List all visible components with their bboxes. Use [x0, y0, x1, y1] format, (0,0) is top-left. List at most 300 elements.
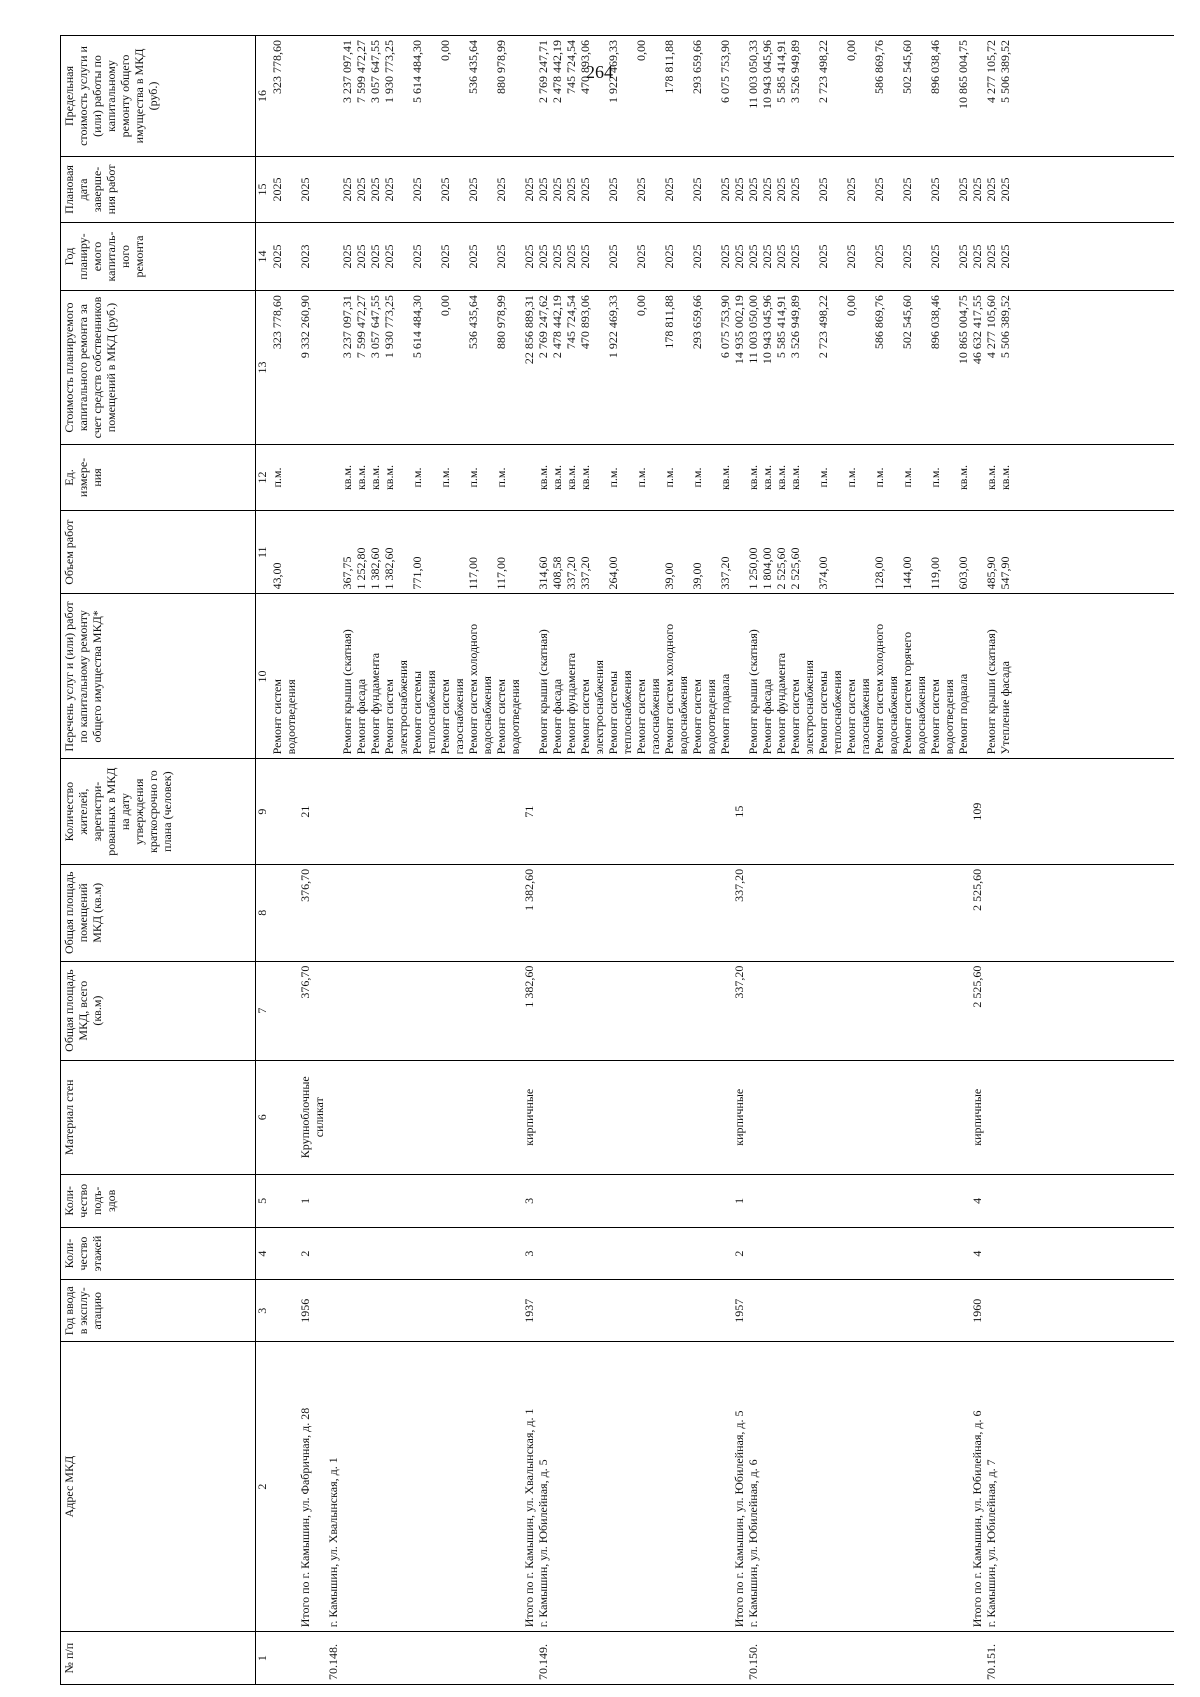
- table-cell-line: [998, 1636, 1012, 1680]
- table-cell-line: [872, 1636, 886, 1680]
- table-cell-line: [312, 966, 326, 1056]
- column-number: 15: [256, 156, 270, 222]
- table-cell-line: [270, 763, 284, 860]
- table-cell-line: 6 075 753,90: [718, 295, 732, 359]
- table-cell-line: [494, 1346, 508, 1627]
- table-cell-line: [676, 869, 690, 957]
- table-cell-line: [648, 1636, 662, 1680]
- table-cell-line: [564, 1179, 578, 1223]
- table-cell-line: [844, 1065, 858, 1170]
- table-cell-line: 2025: [410, 177, 424, 202]
- table-cell-line: 4: [970, 1250, 984, 1257]
- table-cell-line: 1956: [298, 1298, 312, 1323]
- table-cell-line: [326, 1232, 340, 1276]
- table-cell-line: [676, 1346, 690, 1627]
- table-cell-line: 39,00: [662, 562, 676, 590]
- table-cell-line: 1 382,60: [382, 547, 396, 590]
- table-cell-line: п.м.: [438, 467, 452, 488]
- table-cell-line: [508, 763, 522, 860]
- table-cell-line: [830, 869, 844, 957]
- table-cell-line: [774, 1065, 788, 1170]
- table-cell-line: [886, 1284, 900, 1337]
- table-cell-line: [550, 1284, 564, 1337]
- table-cell-line: 2025: [494, 177, 508, 202]
- table-cell-line: 2025: [662, 177, 676, 202]
- table-cell-line: [466, 1179, 480, 1223]
- table-cell-line: [326, 869, 340, 957]
- table-cell-line: [704, 1636, 718, 1680]
- table-cell-line: [550, 869, 564, 957]
- table-cell-line: 2025: [816, 177, 830, 202]
- table-cell-line: [550, 1232, 564, 1276]
- table-cell-line: [802, 40, 816, 152]
- table-cell-line: 314,60: [536, 556, 550, 590]
- table-cell-line: [676, 515, 690, 590]
- table-cell-line: [956, 1636, 970, 1680]
- table-cell-line: [578, 1284, 592, 1337]
- table-cell-line: [914, 449, 928, 506]
- table-cell-line: [802, 1232, 816, 1276]
- table-cell-line: [606, 763, 620, 860]
- table-cell-line: [802, 1284, 816, 1337]
- table-cell-line: 2025: [900, 177, 914, 202]
- table-cell-line: электроснабжения: [396, 660, 410, 755]
- table-cell-line: [368, 1346, 382, 1627]
- table-cell-line: [396, 1346, 410, 1627]
- table-cell-line: [396, 227, 410, 286]
- table-cell-line: [592, 763, 606, 860]
- table-cell-line: [970, 515, 984, 590]
- table-cell-line: [592, 1346, 606, 1627]
- table-cell-line: [508, 161, 522, 218]
- table-cell-line: [312, 161, 326, 218]
- table-cell-line: кв.м.: [956, 464, 970, 491]
- table-cell-line: [522, 599, 536, 755]
- table-cell-line: газоснабжения: [452, 678, 466, 755]
- table-cell-line: [438, 1346, 452, 1627]
- table-cell-line: [452, 869, 466, 957]
- table-cell-line: [858, 1636, 872, 1680]
- table-cell-line: [858, 515, 872, 590]
- table-cell-line: [368, 966, 382, 1056]
- table-cell-line: [298, 599, 312, 755]
- table-cell-line: [914, 1346, 928, 1627]
- table-cell-line: п.м.: [690, 467, 704, 488]
- table-cell-line: [578, 869, 592, 957]
- table-cell-line: [592, 1065, 606, 1170]
- table-cell-line: [536, 1179, 550, 1223]
- table-cell-line: 1 930 773,25: [382, 295, 396, 359]
- table-cell-line: [606, 1636, 620, 1680]
- table-cell-line: Итого по г. Камышин, ул. Хвалынская, д. 1: [522, 1408, 536, 1628]
- table-cell-line: [802, 449, 816, 506]
- table-cell-line: [648, 966, 662, 1056]
- table-cell-line: [466, 869, 480, 957]
- header-cell: Стоимость планируемого капитального ремонта за счет средств собственников помещений в МКД (руб.): [61, 291, 256, 445]
- table-cell-line: [410, 1232, 424, 1276]
- table-cell-line: [494, 1065, 508, 1170]
- table-cell-line: [676, 1179, 690, 1223]
- table-cell-line: [270, 1636, 284, 1680]
- table-cell-line: 70.150.: [746, 1644, 760, 1680]
- table-cell-line: [466, 1232, 480, 1276]
- table-cell-line: [536, 1232, 550, 1276]
- table-cell-line: [844, 763, 858, 860]
- table-cell-line: [312, 1179, 326, 1223]
- table-cell-line: [620, 1636, 634, 1680]
- table-cell-line: [648, 449, 662, 506]
- table-cell-line: [872, 966, 886, 1056]
- table-cell-line: [620, 1232, 634, 1276]
- table-cell-line: 14 935 002,19: [732, 295, 746, 365]
- table-cell-line: [368, 1232, 382, 1276]
- table-cell-line: [284, 1179, 298, 1223]
- table-cell-line: [396, 40, 410, 152]
- table-cell-line: 71: [522, 805, 536, 818]
- table-cell-line: [830, 295, 844, 440]
- table-cell-line: [928, 1346, 942, 1627]
- table-cell-line: [788, 869, 802, 957]
- table-cell-line: [816, 1065, 830, 1170]
- table-cell-line: [578, 1065, 592, 1170]
- table-cell-line: [830, 1065, 844, 1170]
- table-cell-line: [914, 869, 928, 957]
- table-cell-line: Ремонт фасада: [760, 678, 774, 755]
- table-cell-line: [480, 515, 494, 590]
- table-cell-line: кв.м.: [340, 464, 354, 491]
- table-cell-line: [648, 227, 662, 286]
- table-cell-line: [382, 1346, 396, 1627]
- table-cell-line: Ремонт систем: [844, 679, 858, 755]
- table-cell-line: 337,20: [718, 556, 732, 590]
- table-cell-line: [956, 763, 970, 860]
- table-cell-line: [396, 295, 410, 440]
- table-cell-line: 2 525,60: [970, 868, 984, 911]
- table-cell-line: [704, 869, 718, 957]
- table-cell-line: [704, 227, 718, 286]
- table-cell-line: [942, 1346, 956, 1627]
- table-cell-line: [382, 1179, 396, 1223]
- table-cell-line: [382, 1284, 396, 1337]
- table-cell-line: [522, 1636, 536, 1680]
- table-cell-line: [900, 1065, 914, 1170]
- table-cell-line: [802, 966, 816, 1056]
- page-number: 264: [586, 62, 613, 82]
- table-cell-line: 2025: [578, 244, 592, 269]
- table-cell-line: [942, 869, 956, 957]
- table-cell-line: 3 526 949,89: [788, 40, 802, 103]
- table-cell-line: [340, 966, 354, 1056]
- table-cell-line: 2 769 247,62: [536, 295, 550, 359]
- table-cell-line: [480, 295, 494, 440]
- table-cell-line: [564, 869, 578, 957]
- table-cell-line: [914, 295, 928, 440]
- table-cell-line: [956, 966, 970, 1056]
- table-cell-line: 2025: [872, 177, 886, 202]
- table-cell-line: теплоснабжения: [830, 670, 844, 755]
- table-cell-line: [312, 1636, 326, 1680]
- table-cell-line: [704, 763, 718, 860]
- table-cell-line: 2025: [466, 177, 480, 202]
- table-cell-line: [858, 449, 872, 506]
- table-cell-line: [970, 599, 984, 755]
- table-cell-line: [942, 161, 956, 218]
- table-cell-line: [858, 1284, 872, 1337]
- table-cell-line: 46 632 417,55: [970, 295, 984, 365]
- table-cell-line: [620, 295, 634, 440]
- table-cell-line: [774, 1179, 788, 1223]
- table-cell-line: 1960: [970, 1298, 984, 1323]
- table-cell-line: Ремонт системы: [410, 670, 424, 755]
- header-cell: № п/п: [61, 1632, 256, 1685]
- table-cell-line: [858, 869, 872, 957]
- table-cell-line: 536 435,64: [466, 40, 480, 94]
- table-cell-line: [914, 966, 928, 1056]
- table-cell-line: водоотведения: [508, 679, 522, 755]
- table-cell-line: [718, 763, 732, 860]
- table-cell-line: кв.м.: [578, 464, 592, 491]
- header-cell: Ед. измере-ния: [61, 445, 256, 511]
- table-cell-line: [452, 1636, 466, 1680]
- table-cell-line: 880 978,99: [494, 295, 508, 350]
- table-cell-line: [438, 515, 452, 590]
- table-cell-line: [368, 1284, 382, 1337]
- table-cell-line: 745 724,54: [564, 40, 578, 94]
- table-cell-line: [438, 1179, 452, 1223]
- table-cell-line: [606, 1179, 620, 1223]
- table-cell-line: 2 478 442,19: [550, 40, 564, 103]
- table-cell-line: 586 869,76: [872, 40, 886, 94]
- table-cell-line: 2025: [788, 244, 802, 269]
- table-cell-line: [550, 1179, 564, 1223]
- table-cell-line: 0,00: [634, 295, 648, 317]
- column-number: 14: [256, 222, 270, 290]
- table-cell-line: [718, 1346, 732, 1627]
- table-cell-line: [704, 1065, 718, 1170]
- table-cell-line: [886, 515, 900, 590]
- table-cell-line: [942, 1179, 956, 1223]
- table-cell-line: 2025: [522, 177, 536, 202]
- table-cell-line: [326, 1179, 340, 1223]
- table-cell-line: [564, 1636, 578, 1680]
- table-cell-line: 367,75: [340, 556, 354, 590]
- table-cell-line: [354, 1179, 368, 1223]
- table-cell-line: [900, 1232, 914, 1276]
- table-cell-line: [746, 1284, 760, 1337]
- table-cell-line: [886, 1232, 900, 1276]
- table-cell-line: 2025: [438, 177, 452, 202]
- table-cell-line: [970, 1636, 984, 1680]
- table-cell-line: [914, 1284, 928, 1337]
- table-cell-line: [270, 1284, 284, 1337]
- table-cell-line: 536 435,64: [466, 295, 480, 350]
- table-cell-line: [284, 1636, 298, 1680]
- table-cell-line: [508, 1179, 522, 1223]
- table-cell-line: [662, 1179, 676, 1223]
- table-cell-line: [424, 515, 438, 590]
- table-cell-line: [886, 1636, 900, 1680]
- table-cell-line: [438, 1065, 452, 1170]
- table-cell-line: водоотведения: [942, 679, 956, 755]
- table-cell-line: [956, 1284, 970, 1337]
- table-cell-line: [760, 1284, 774, 1337]
- table-cell-line: 178 811,88: [662, 40, 676, 94]
- table-cell-line: 178 811,88: [662, 295, 676, 349]
- table-cell-line: 2025: [368, 244, 382, 269]
- table-cell-line: [312, 449, 326, 506]
- table-cell-line: 2 478 442,19: [550, 295, 564, 359]
- table-cell-line: [550, 1065, 564, 1170]
- table-cell-line: 1: [732, 1197, 746, 1204]
- table-cell-line: [928, 1232, 942, 1276]
- table-cell-line: [858, 1232, 872, 1276]
- table-cell-line: [774, 1636, 788, 1680]
- table-cell-line: Ремонт систем: [690, 679, 704, 755]
- table-cell-line: [284, 295, 298, 440]
- table-cell-line: [872, 1232, 886, 1276]
- table-cell-line: [424, 40, 438, 152]
- table-cell-line: [340, 1284, 354, 1337]
- col-wall-material: [269, 1060, 1174, 1174]
- table-cell-line: [914, 1065, 928, 1170]
- table-cell-line: [382, 869, 396, 957]
- table-cell-line: [424, 1284, 438, 1337]
- table-cell-line: 2025: [984, 177, 998, 202]
- table-cell-line: [326, 763, 340, 860]
- table-cell-line: 70.148.: [326, 1644, 340, 1680]
- table-cell-line: [648, 1232, 662, 1276]
- table-cell-line: [536, 1284, 550, 1337]
- table-cell-line: [746, 1232, 760, 1276]
- table-cell-line: [718, 1232, 732, 1276]
- table-cell-line: 896 038,46: [928, 40, 942, 94]
- table-cell-line: газоснабжения: [858, 678, 872, 755]
- table-cell-line: Ремонт крыши (скатная): [536, 629, 550, 755]
- table-cell-line: [536, 763, 550, 860]
- table-cell-line: [284, 227, 298, 286]
- table-cell-line: [942, 1284, 956, 1337]
- table-cell-line: [760, 966, 774, 1056]
- table-cell-line: [788, 1065, 802, 1170]
- table-cell-line: [942, 966, 956, 1056]
- table-cell-line: [900, 966, 914, 1056]
- table-cell-line: [424, 1636, 438, 1680]
- col-cost: [269, 291, 1174, 445]
- table-cell-line: п.м.: [494, 467, 508, 488]
- table-cell-line: кв.м.: [382, 464, 396, 491]
- table-cell-line: кв.м.: [760, 464, 774, 491]
- table-cell-line: 376,70: [298, 868, 312, 902]
- table-cell-line: Ремонт фасада: [550, 678, 564, 755]
- table-cell-line: [886, 161, 900, 218]
- table-cell-line: [844, 869, 858, 957]
- table-cell-line: [592, 449, 606, 506]
- table-cell-line: [774, 1284, 788, 1337]
- table-cell-line: 2025: [382, 244, 396, 269]
- table-cell-line: [662, 1284, 676, 1337]
- table-cell-line: 2025: [956, 244, 970, 269]
- table-cell-line: [396, 1232, 410, 1276]
- column-number: 10: [256, 594, 270, 759]
- table-cell-line: [508, 869, 522, 957]
- table-cell-line: [690, 763, 704, 860]
- table-cell-line: 2025: [270, 177, 284, 202]
- table-cell-line: [956, 869, 970, 957]
- table-cell-line: водоотведения: [704, 679, 718, 755]
- table-cell-line: [284, 1232, 298, 1276]
- table-cell-line: 22 856 889,31: [522, 295, 536, 365]
- table-cell-line: [368, 763, 382, 860]
- table-cell-line: [326, 40, 340, 152]
- table-cell-line: [928, 1065, 942, 1170]
- table-cell-line: [984, 1232, 998, 1276]
- table-cell-line: [508, 449, 522, 506]
- table-cell-line: [354, 966, 368, 1056]
- table-cell-line: [424, 1232, 438, 1276]
- column-number: 1: [256, 1632, 270, 1685]
- column-number: 13: [256, 291, 270, 445]
- table-cell-line: 880 978,99: [494, 40, 508, 94]
- table-cell-line: п.м.: [844, 467, 858, 488]
- table-cell-line: [802, 763, 816, 860]
- table-cell-line: газоснабжения: [648, 678, 662, 755]
- table-cell-line: [914, 515, 928, 590]
- table-cell-line: [732, 1636, 746, 1680]
- header-cell: Общая площадь МКД, всего (кв.м): [61, 961, 256, 1060]
- table-cell-line: [312, 1232, 326, 1276]
- table-cell-line: 9 332 260,90: [298, 295, 312, 359]
- table-cell-line: [830, 515, 844, 590]
- table-cell-line: [788, 763, 802, 860]
- table-cell-line: [606, 1065, 620, 1170]
- table-cell-line: кирпичные: [732, 1088, 746, 1146]
- table-cell-line: [284, 869, 298, 957]
- table-cell-line: 0,00: [634, 40, 648, 61]
- table-cell-line: 2025: [760, 177, 774, 202]
- table-cell-line: 2025: [928, 177, 942, 202]
- table-cell-line: [690, 1179, 704, 1223]
- table-cell-line: [914, 763, 928, 860]
- table-cell-line: [480, 869, 494, 957]
- table-cell-line: 896 038,46: [928, 295, 942, 350]
- table-cell-line: [452, 1232, 466, 1276]
- table-cell-line: [956, 1065, 970, 1170]
- table-cell-line: [424, 227, 438, 286]
- table-cell-line: 10 943 045,96: [760, 295, 774, 365]
- table-cell-line: [550, 763, 564, 860]
- table-cell-line: [284, 1346, 298, 1627]
- table-cell-line: [648, 1284, 662, 1337]
- table-cell-line: [326, 1284, 340, 1337]
- table-cell-line: [844, 1346, 858, 1627]
- table-cell-line: [900, 1346, 914, 1627]
- table-cell-line: [858, 1179, 872, 1223]
- table-cell-line: 1 922 469,33: [606, 295, 620, 359]
- table-cell-line: 70.151.: [984, 1644, 998, 1680]
- table-cell-line: кв.м.: [984, 464, 998, 491]
- table-cell-line: [620, 966, 634, 1056]
- table-cell-line: [606, 1284, 620, 1337]
- table-cell-line: [424, 1346, 438, 1627]
- table-cell-line: [634, 966, 648, 1056]
- table-cell-line: 11 003 050,00: [746, 295, 760, 364]
- table-cell-line: теплоснабжения: [424, 670, 438, 755]
- table-cell-line: теплоснабжения: [620, 670, 634, 755]
- table-cell-line: 2025: [466, 244, 480, 269]
- table-cell-line: Ремонт систем: [928, 679, 942, 755]
- table-cell-line: 264,00: [606, 556, 620, 590]
- table-cell-line: [312, 599, 326, 755]
